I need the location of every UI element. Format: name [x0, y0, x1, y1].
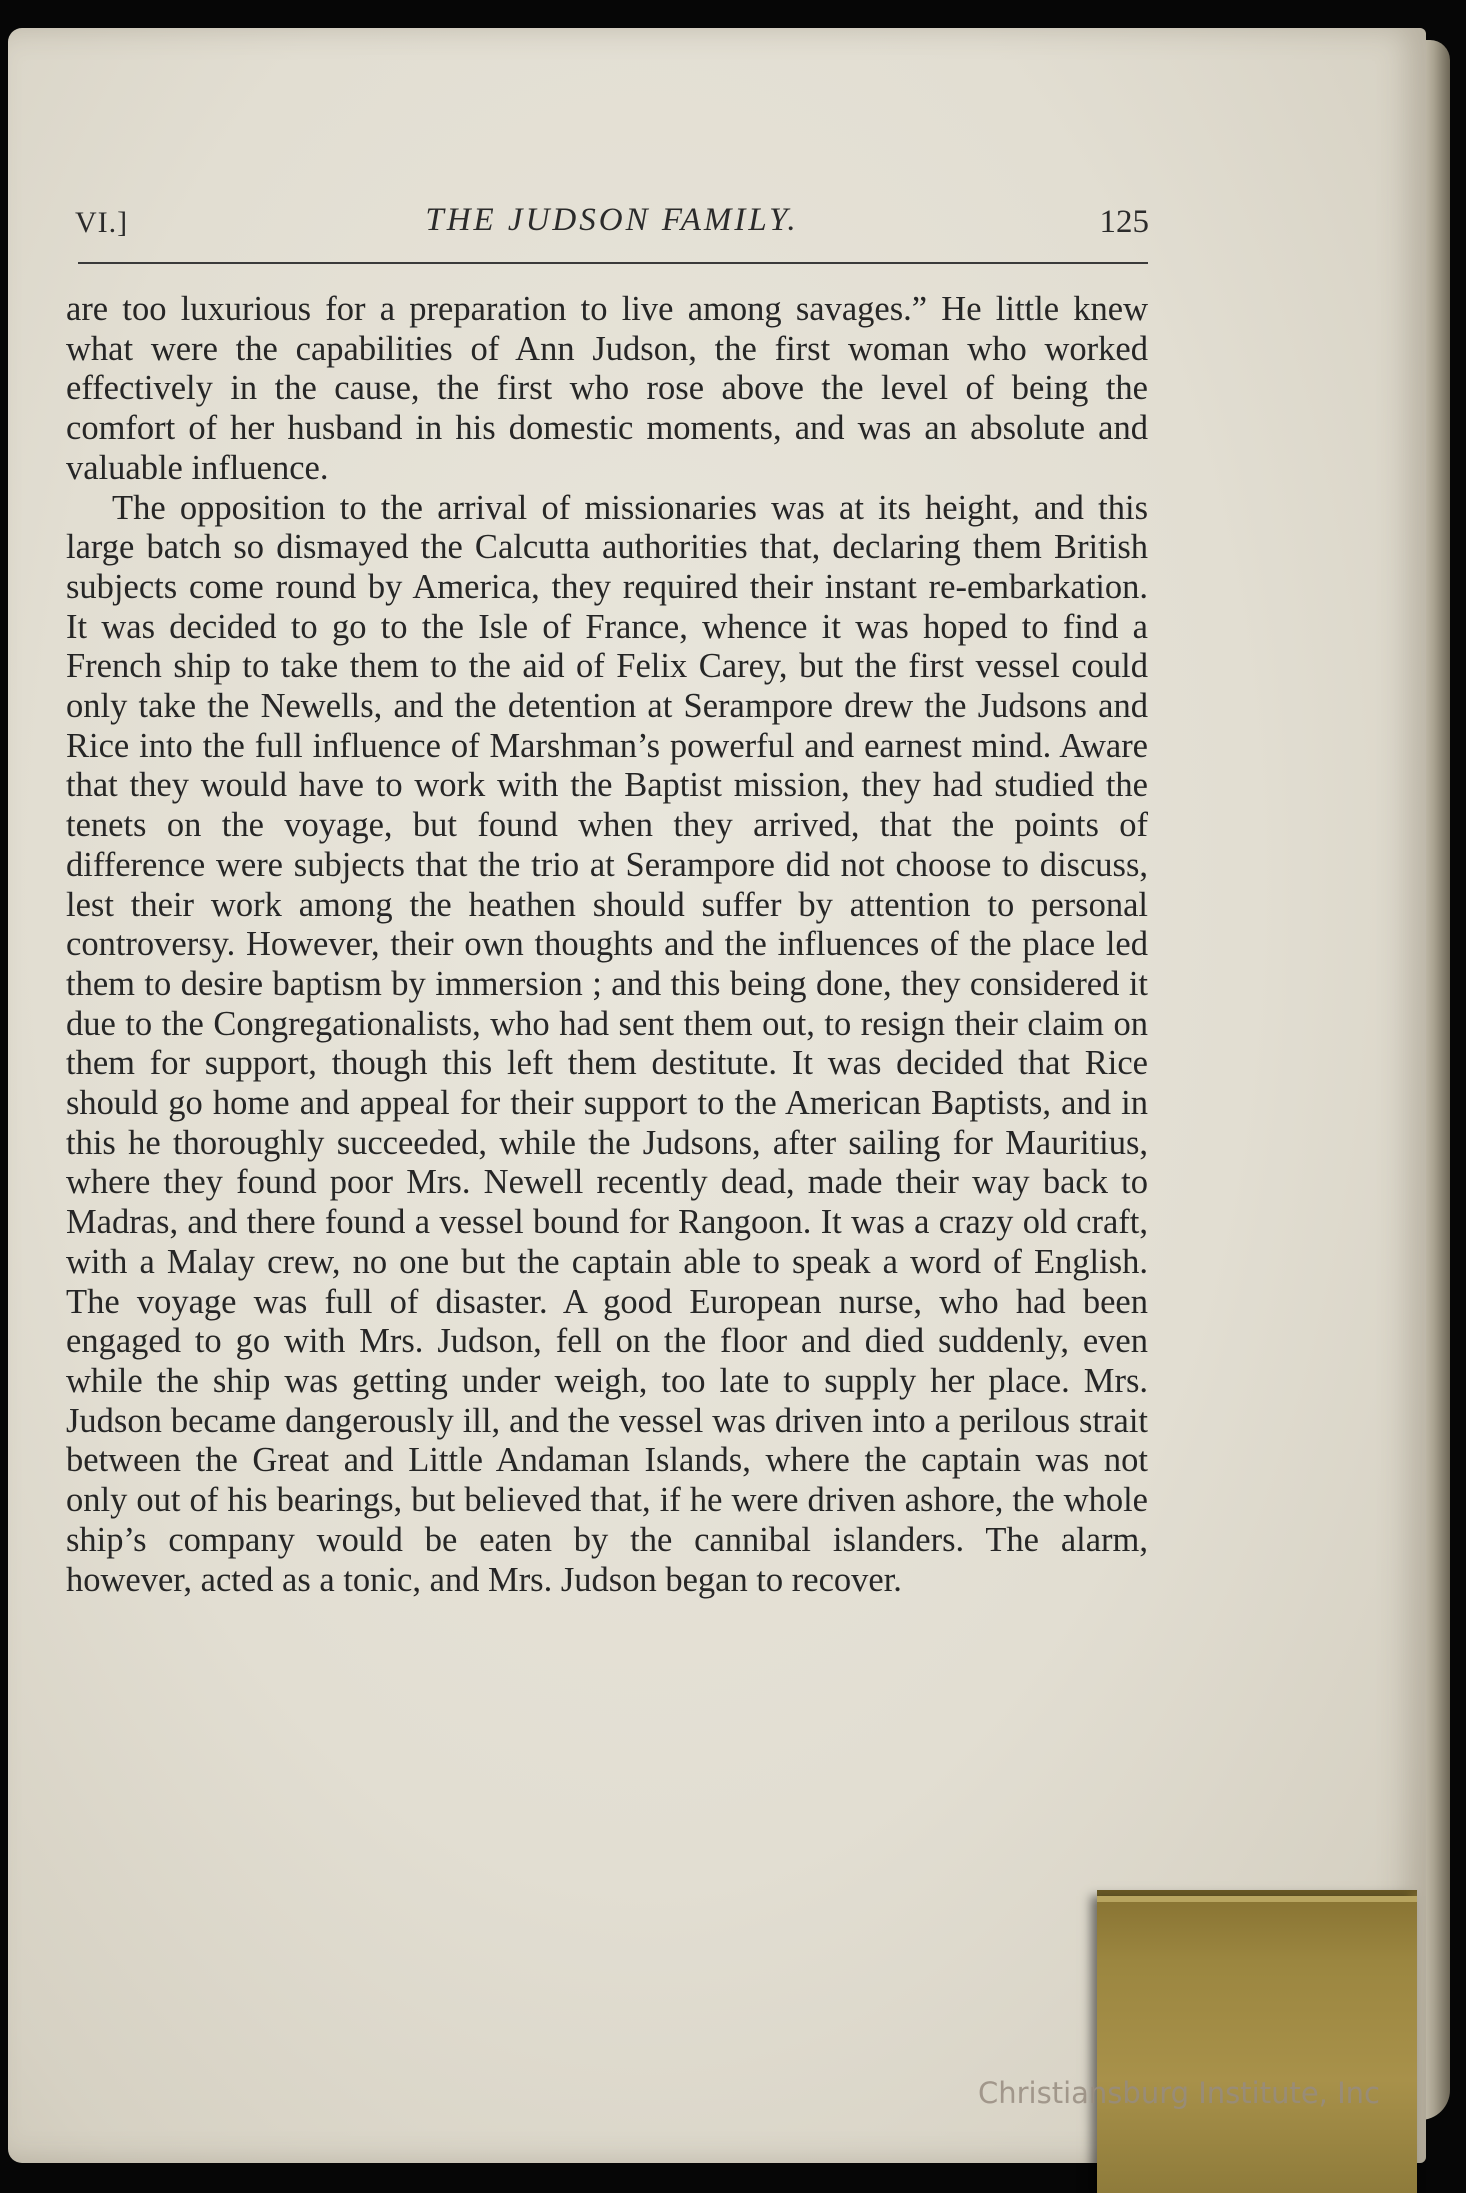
- paragraph-1: are too luxurious for a preparation to live among savages.” He little knew what were the capabilities of Ann Judson, the first woman who worked effectively in the cause, the first who rose above the level of being the comfort of her husband in his domestic moments, and was an absolute and valuable influence.: [66, 290, 1148, 487]
- paragraph-2: The opposition to the arrival of missionaries was at its height, and this large batch so dismayed the Calcutta authorities that, declaring them British subjects come round by America, they required their instant re-embarkation. It was decided to go to the Isle of France, whence it was hoped to find a French ship to take them to the aid of Felix Carey, but the first vessel could only take the Newells, and the detention at Serampore drew the Judsons and Rice into the full influence of Marshman’s powerful and earnest mind. Aware that they would have to work with the Baptist mission, they had studied the tenets on the voyage, but found when they arrived, that the points of difference were subjects that the trio at Serampore did not choose to discuss, lest their work among the heathen should suffer by attention to personal controversy. However, their own thoughts and the influences of the place led them to desire baptism by immersion ; and this being done, they considered it due to the Congregationalists, who had sent them out, to resign their claim on them for support, though this left them destitute. It was decided that Rice should go home and appeal for their support to the American Baptists, and in this he thoroughly succeeded, while the Judsons, after sailing for Mauritius, where they found poor Mrs. Newell recently dead, made their way back to Madras, and there found a vessel bound for Rangoon. It was a crazy old craft, with a Malay crew, no one but the captain able to speak a word of English. The voyage was full of disaster. A good European nurse, who had been engaged to go with Mrs. Judson, fell on the floor and died suddenly, even while the ship was getting under weigh, too late to supply her place. Mrs. Judson became dangerously ill, and the vessel was driven into a perilous strait between the Great and Little Andaman Islands, where the captain was not only out of his bearings, but believed that, if he were driven ashore, the whole ship’s company would be eaten by the cannibal islanders. The alarm, however, acted as a tonic, and Mrs. Judson began to recover.: [66, 488, 1148, 1599]
- page-weight-block: [1097, 1896, 1417, 2193]
- header-rule: [78, 262, 1148, 264]
- chapter-number: VI.]: [75, 206, 129, 239]
- running-header: [75, 198, 1149, 248]
- running-title: THE JUDSON FAMILY.: [425, 202, 799, 238]
- page-number: 125: [1099, 204, 1149, 240]
- body-text: [66, 290, 1148, 1930]
- watermark: Christiansburg Institute, Inc: [978, 2076, 1380, 2110]
